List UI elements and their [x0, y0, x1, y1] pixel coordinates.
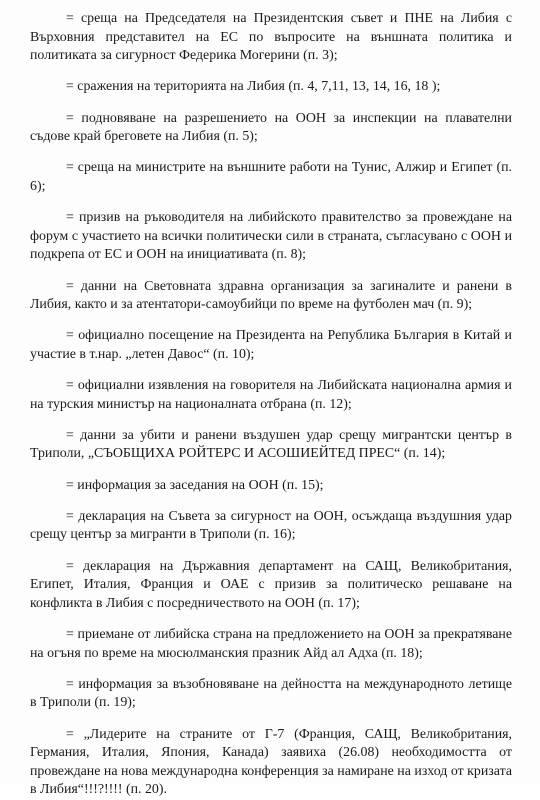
list-item: = информация за възобновяване на дейността на международното летище в Триполи (п. 19); — [30, 676, 512, 711]
list-item: = данни на Световната здравна организация за загиналите и ранени в Либия, както и за атентатори-самоубийци по време на футболен мач (п. 9); — [30, 278, 512, 313]
list-item: = информация за заседания на ООН (п. 15); — [66, 477, 324, 493]
list-item: = декларация на Съвета за сигурност на ООН, осъждаща въздушния удар срещу център за мигранти в Триполи (п. 16); — [30, 508, 512, 543]
list-item: = подновяване на разрешението на ООН за инспекции на плавателни съдове край бреговете на Либия (п. 5); — [30, 110, 512, 145]
list-item: = сражения на територията на Либия (п. 4, 7,11, 13, 14, 16, 18 ); — [66, 79, 441, 95]
list-item: = официални изявления на говорителя на Либийската национална армия и на турския министър на националната отбрана (п. 12); — [30, 378, 512, 412]
list-item: = „Лидерите на страните от Г-7 (Франция, САЩ, Великобритания, Германия, Италия, Япония, Канада) заявиха (26.08) необходимостта от провеждане на нова международна конференция за намиране на изход от кризата в Либия“!!!?!!!! (п. 20). — [30, 726, 512, 798]
list-item: = среща на Председателя на Президентския съвет и ПНЕ на Либия с Върховния представител на ЕС по въпросите на външната политика и политиката за сигурност Федерика Могерини (п. 3); — [30, 11, 512, 64]
list-item: = приемане от либийска страна на предложението на ООН за прекратяване на огъня по време на мюсюлманския празник Айд ал Адха (п. 18); — [30, 626, 512, 661]
list-item: = данни за убити и ранени въздушен удар срещу мигрантски център в Триполи, „СЪОБЩИХА РОЙТЕРС И АСОШИЕЙТЕД ПРЕС“ (п. 14); — [30, 427, 512, 462]
list-item: = среща на министрите на външните работи на Тунис, Алжир и Египет (п. 6); — [30, 160, 512, 194]
list-item: = официално посещение на Президента на Република България в Китай и участие в т.нар. „летен Давос“ (п. 10); — [30, 328, 512, 362]
document-body — [30, 10, 512, 800]
list-item: = призив на ръководителя на либийското правителство за провеждане на форум с участието на всички политически сили в страната, съгласувано с ООН и подкрепа от ЕС и ООН на инициативата (п. 8); — [30, 210, 512, 263]
list-item: = декларация на Държавния департамент на САЩ, Великобритания, Египет, Италия, Франция и ОАЕ с призив за политическо решаване на конфликта в Либия с посредничеството на ООН (п. 17); — [30, 558, 512, 611]
